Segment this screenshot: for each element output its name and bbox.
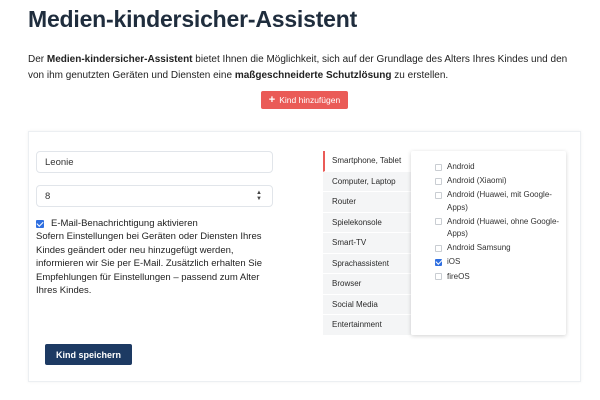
device-option-checkbox[interactable] (435, 164, 442, 171)
device-tab[interactable]: Entertainment (323, 315, 411, 336)
child-age-value: 8 (45, 190, 51, 202)
stepper-down-icon[interactable]: ▼ (256, 196, 262, 202)
device-option-label: Android (Huawei, mit Google-Apps) (447, 190, 552, 212)
device-option-label: iOS (447, 257, 461, 267)
device-option[interactable] (435, 161, 566, 174)
intro-part-3: zu erstellen. (391, 69, 449, 81)
device-option-label: Android Samsung (447, 243, 511, 253)
device-option[interactable] (435, 256, 566, 269)
device-options-panel (411, 151, 566, 335)
page-title: Medien-kindersicher-Assistent (28, 6, 358, 32)
device-option-checkbox[interactable] (435, 273, 442, 280)
device-tab[interactable]: Browser (323, 274, 411, 295)
add-child-button[interactable] (261, 91, 348, 109)
age-stepper[interactable] (255, 190, 263, 202)
device-option-label: fireOS (447, 271, 470, 281)
intro-part-2: bietet Ihnen die Möglichkeit, sich auf der Grundlage des Alters Ihres Kindes und den von ihm genutzten Geräten und Diensten eine (28, 54, 568, 81)
device-option-label: Android (Xiaomi) (447, 176, 507, 186)
child-card (28, 131, 581, 382)
add-child-label: Kind hinzufügen (279, 95, 341, 105)
intro-bold-solution: maßgeschneiderte Schutzlösung (234, 69, 392, 81)
device-option-label: Android (447, 162, 475, 171)
device-option[interactable] (435, 242, 566, 255)
device-option-checkbox[interactable] (435, 218, 442, 225)
email-notification-checkbox[interactable] (36, 220, 44, 228)
device-option[interactable] (435, 271, 566, 284)
intro-bold-assistant: Medien-kindersicher-Assistent (46, 54, 193, 65)
email-notification-description: Sofern Einstellungen bei Geräten oder Diensten Ihres Kindes geändert oder neu hinzugefügt werden, informieren wir Sie per E-Mail. Zusätzlich erhalten Sie Empfehlungen für Einstellungen – passend zum Alter Ihres Kindes. (36, 231, 262, 296)
intro-text (28, 52, 568, 83)
device-option[interactable] (435, 189, 566, 214)
device-tab[interactable]: Social Media (323, 295, 411, 316)
save-child-button[interactable]: Kind speichern (45, 344, 132, 365)
device-option[interactable] (435, 175, 566, 188)
device-tab[interactable]: Spielekonsole (323, 213, 411, 234)
device-option-checkbox[interactable] (435, 178, 442, 185)
device-option[interactable] (435, 216, 566, 241)
device-tab[interactable]: Smartphone, Tablet (323, 151, 411, 172)
child-name-value: Leonie (45, 156, 74, 168)
device-tab[interactable]: Computer, Laptop (323, 172, 411, 193)
device-option-checkbox[interactable] (435, 259, 442, 266)
stepper-up-icon[interactable]: ▲ (256, 190, 262, 196)
device-option-checkbox[interactable] (435, 245, 442, 252)
device-option-label: Android (Huawei, ohne Google-Apps) (447, 216, 560, 239)
child-age-input[interactable] (36, 185, 273, 207)
device-category-tabs (323, 151, 411, 336)
device-option-checkbox[interactable] (435, 192, 442, 199)
device-tab[interactable]: Router (323, 192, 411, 213)
email-notification-row[interactable] (36, 218, 198, 229)
email-notification-label: E-Mail-Benachrichtigung aktivieren (51, 218, 198, 229)
intro-part-1: Der (28, 54, 47, 65)
device-tab[interactable]: Smart-TV (323, 233, 411, 254)
child-name-input[interactable] (36, 151, 273, 173)
plus-icon: + (268, 94, 276, 106)
device-tab[interactable]: Sprachassistent (323, 254, 411, 275)
